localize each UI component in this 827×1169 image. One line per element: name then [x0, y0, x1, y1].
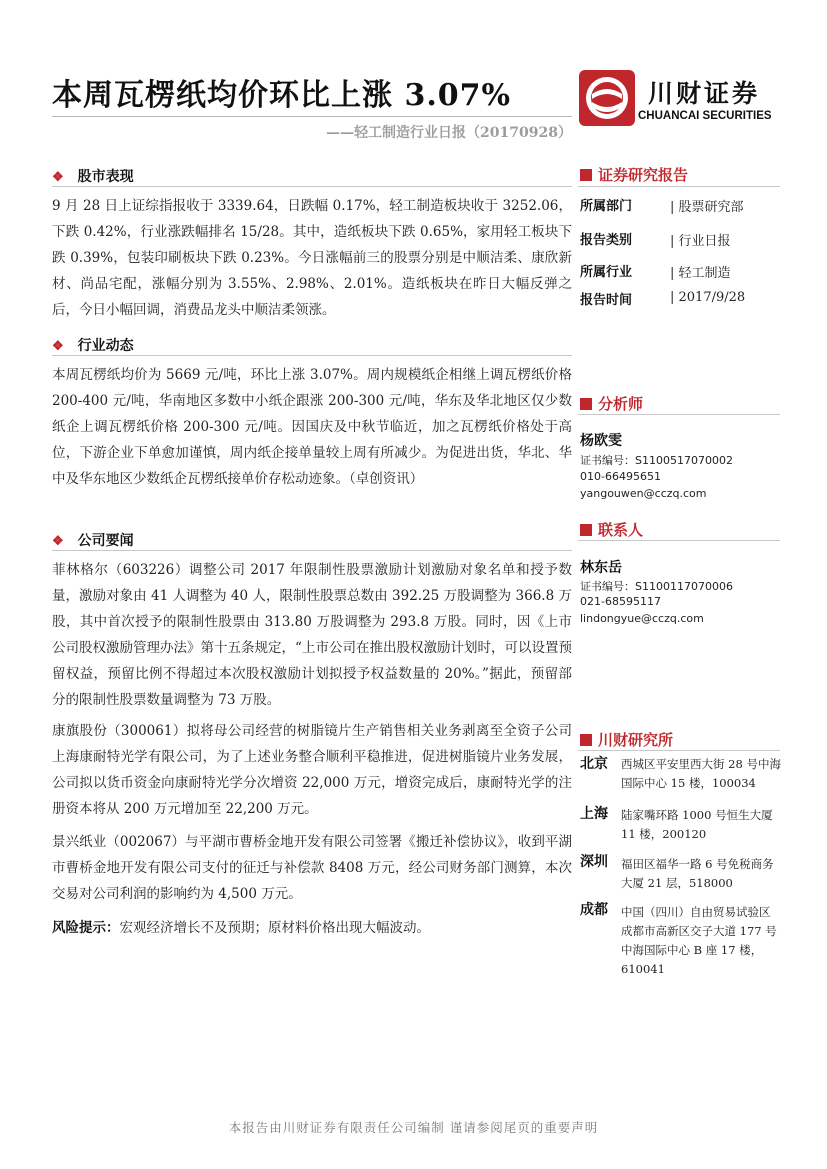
- report-subtitle: ——轻工制造行业日报（20170928）: [326, 125, 572, 141]
- risk-warning: [52, 915, 572, 941]
- analyst-phone: 010-66495651: [580, 470, 661, 483]
- industry-paragraph: 本周瓦楞纸均价为 5669 元/吨，环比上涨 3.07%。周内规模纸企相继上调瓦楞纸价格 200-400 元/吨，华南地区多数中小纸企跟涨 200-300 元/吨，华东及华北地区仅少数纸企上调瓦楞纸价格 200-300 元/吨。因国庆及中秋节临近，加之瓦楞纸价格处于高位，下游企业下单愈加谨慎，周内纸企接单量较上周有所减少。为促进出货，华北、华中及华东地区少数纸企瓦楞纸接单价存松动迹象。（卓创资讯）: [52, 367, 572, 487]
- square-bullet-icon: [580, 169, 592, 181]
- meta-key: 报告时间: [580, 293, 633, 308]
- risk-label: 风险提示：: [52, 920, 120, 936]
- section-divider: [52, 355, 572, 356]
- sidebar-divider: [578, 186, 780, 187]
- logo-chinese-name: 川财证券: [648, 79, 761, 108]
- chuancai-logo-icon: [578, 69, 636, 127]
- office-address: 西城区平安里西大街 28 号中海国际中心 15 楼，100034: [621, 757, 781, 790]
- office-address: 陆家嘴环路 1000 号恒生大厦 11 楼，200120: [621, 808, 773, 841]
- market-paragraph: 9 月 28 日上证综指报收于 3339.64，日跌幅 0.17%，轻工制造板块收于 3252.06，下跌 0.42%，行业涨跌幅排名 15/28。其中，造纸板块下跌 0.65%，家用轻工板块下跌 0.39%，包装印刷板块下跌 0.23%。今日涨幅前三的股票分别是中顺洁柔、康欣新材、尚品宅配，涨幅分别为 3.55%、2.98%、2.01%。造纸板块在昨日大幅反弹之后，今日小幅回调，消费品龙头中顺洁柔领涨。: [52, 198, 572, 318]
- diamond-bullet-icon: ❖: [52, 170, 64, 185]
- analyst-name: 杨欧雯: [580, 433, 622, 449]
- meta-key: 所属行业: [580, 265, 633, 280]
- logo-english-name: CHUANCAI SECURITIES: [638, 110, 772, 122]
- section-divider: [52, 550, 572, 551]
- contact-cert: 证书编号：S1100117070006: [580, 580, 733, 593]
- section-divider: [52, 186, 572, 187]
- meta-value: | 轻工制造: [670, 266, 731, 281]
- meta-value: | 行业日报: [670, 234, 731, 249]
- square-bullet-icon: [580, 398, 592, 410]
- analyst-cert: 证书编号：S1100517070002: [580, 454, 733, 467]
- meta-key: 所属部门: [580, 199, 633, 214]
- sidebar-divider: [578, 750, 780, 751]
- meta-value: | 股票研究部: [670, 200, 744, 215]
- meta-value: | 2017/9/28: [670, 290, 746, 305]
- office-city: 北京: [580, 756, 608, 772]
- sidebar-title-report: 证券研究报告: [580, 164, 688, 185]
- footer-disclaimer: 本报告由川财证券有限责任公司编制 谨请参阅尾页的重要声明: [228, 1120, 599, 1135]
- office-city: 成都: [580, 902, 608, 918]
- company-paragraph: 菲林格尔（603226）调整公司 2017 年限制性股票激励计划激励对象名单和授予数量，激励对象由 41 人调整为 40 人，限制性股票总数由 392.25 万股调整为 366.8 万股，其中首次授予的限制性股票由 313.80 万股调整为 293.8 万股。同时，因《上市公司股权激励管理办法》第十五条规定，“上市公司在推出股权激励计划时，可以设置预留权益，预留比例不得超过本次股权激励计划拟授予权益数量的 20%。”据此，预留部分的限制性股票数量调整为 73 万股。: [52, 562, 572, 708]
- meta-key: 报告类别: [580, 233, 633, 248]
- square-bullet-icon: [580, 734, 592, 746]
- diamond-bullet-icon: ❖: [52, 534, 64, 549]
- office-city: 深圳: [580, 854, 608, 870]
- contact-phone: 021-68595117: [580, 595, 661, 608]
- company-paragraph: 景兴纸业（002067）与平湖市曹桥金地开发有限公司签署《搬迁补偿协议》，收到平湖市曹桥金地开发有限公司支付的征迁与补偿款 8408 万元，经公司财务部门测算，本次交易对公司利润的影响约为 4,500 万元。: [52, 834, 572, 902]
- office-address: 中国（四川）自由贸易试验区成都市高新区交子大道 177 号中海国际中心 B 座 17 楼，610041: [621, 905, 777, 976]
- contact-name: 林东岳: [580, 560, 622, 576]
- square-bullet-icon: [580, 524, 592, 536]
- diamond-bullet-icon: ❖: [52, 339, 64, 354]
- office-address: 福田区福华一路 6 号免税商务大厦 21 层，518000: [621, 857, 774, 890]
- sidebar-title-analyst: 分析师: [580, 393, 643, 414]
- title-divider: [52, 116, 572, 117]
- report-title: 本周瓦楞纸均价环比上涨 3.07%: [52, 78, 512, 113]
- contact-email[interactable]: lindongyue@cczq.com: [580, 612, 704, 625]
- company-paragraph: 康旗股份（300061）拟将母公司经营的树脂镜片生产销售相关业务剥离至全资子公司上海康耐特光学有限公司，为了上述业务整合顺利平稳推进，促进树脂镜片业务发展，公司拟以货币资金向康耐特光学分次增资 22,000 万元，增资完成后，康耐特光学的注册资本将从 200 万元增加至 22,200 万元。: [52, 723, 572, 817]
- analyst-email[interactable]: yangouwen@cczq.com: [580, 487, 707, 500]
- section-heading-industry: ❖ 行业动态: [52, 338, 134, 354]
- office-city: 上海: [580, 806, 608, 822]
- sidebar-title-institute: 川财研究所: [580, 729, 673, 750]
- sidebar-divider: [578, 540, 780, 541]
- sidebar-title-contact: 联系人: [580, 519, 643, 540]
- risk-text: 宏观经济增长不及预期；原材料价格出现大幅波动。: [119, 920, 430, 936]
- section-heading-company: ❖ 公司要闻: [52, 533, 134, 549]
- sidebar-divider: [578, 414, 780, 415]
- section-heading-market: ❖ 股市表现: [52, 169, 134, 185]
